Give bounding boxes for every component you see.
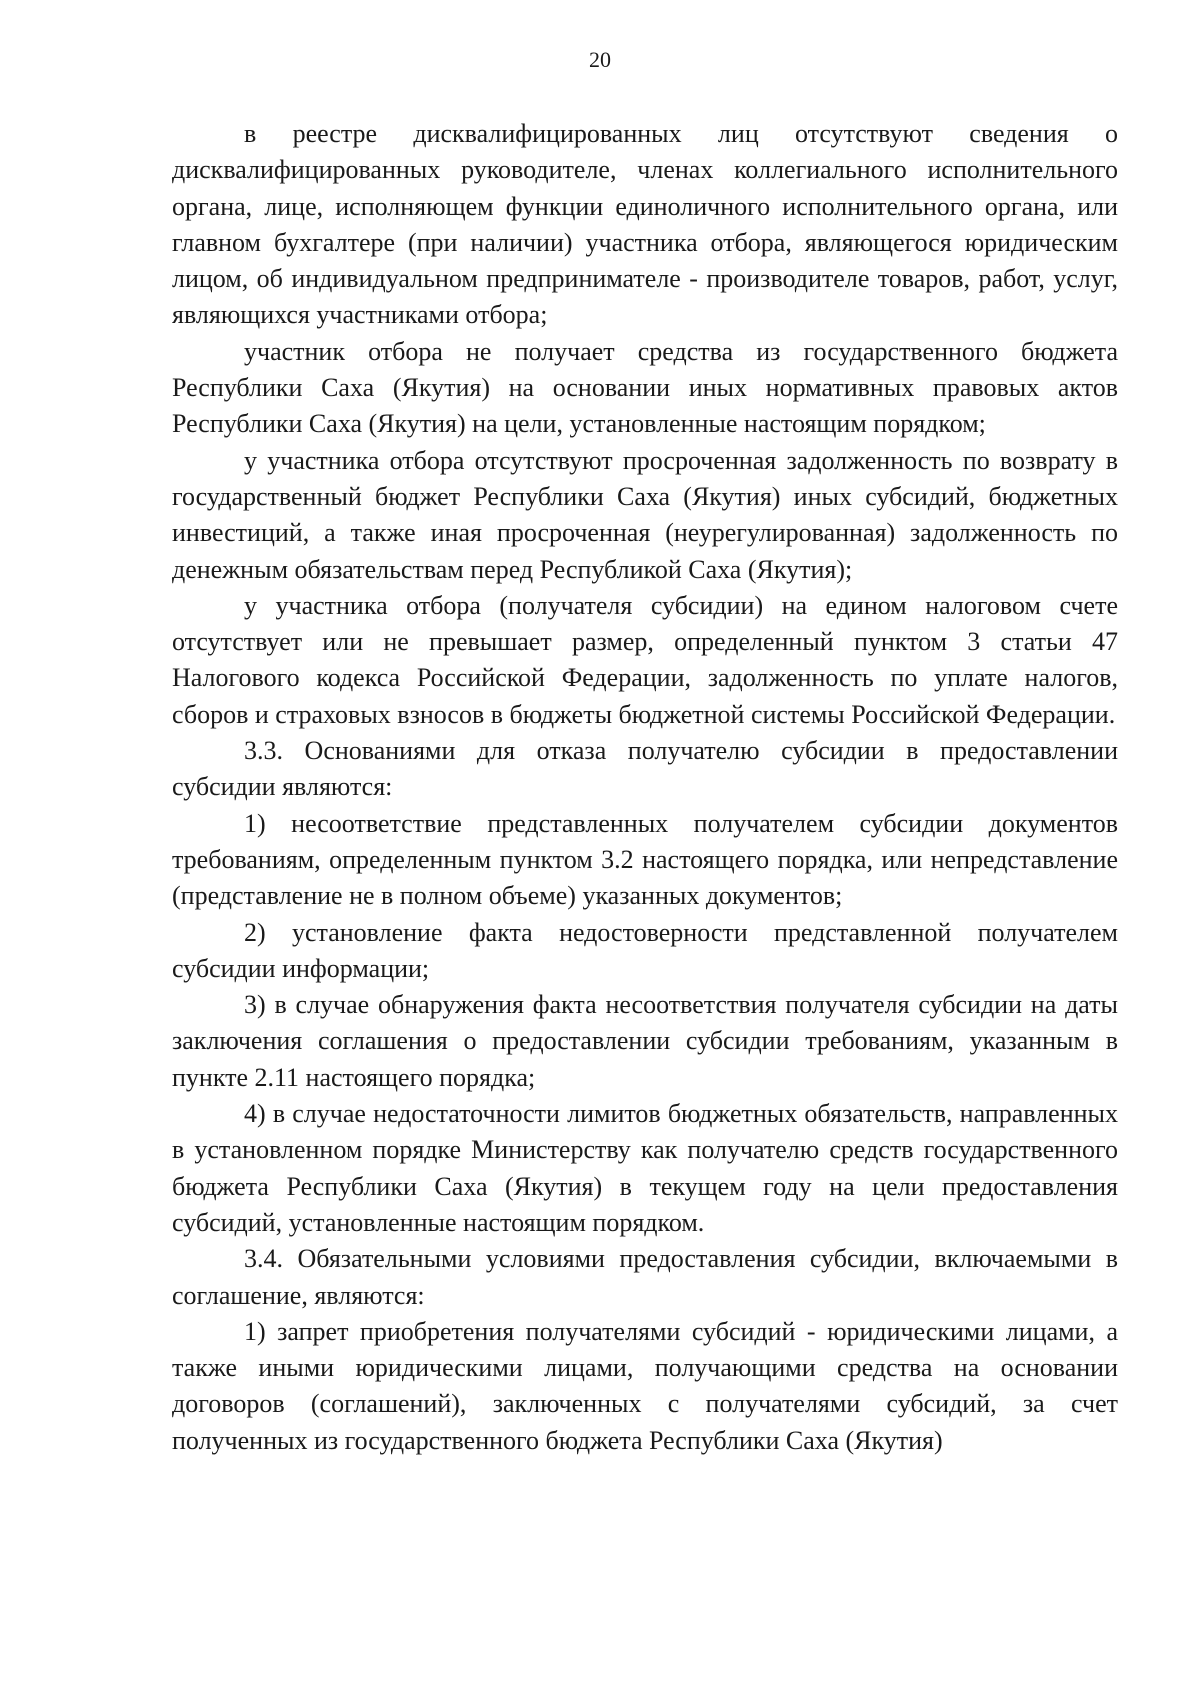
paragraph-section-3-4: 3.4. Обязательными условиями предоставления субсидии, включаемыми в соглашение, являются: <box>172 1244 1118 1310</box>
page-number: 20 <box>589 47 611 72</box>
paragraph-tax-account: у участника отбора (получателя субсидии) на едином налоговом счете отсутствует или не превышает размер, определенный пунктом 3 статьи 47 Налогового кодекса Российской Федерации, задолженность по уплате налогов, сборов и страховых взносов в бюджеты бюджетной системы Российской Федерации. <box>172 590 1118 729</box>
document-body <box>172 116 1118 1459</box>
paragraph-no-other-budget-funds: участник отбора не получает средства из государственного бюджета Республики Саха (Якутия) на основании иных нормативных правовых актов Республики Саха (Якутия) на цели, установленные настоящим порядком; <box>172 336 1118 439</box>
paragraph-refusal-2: 2) установление факта недостоверности представленной получателем субсидии информации; <box>172 917 1118 983</box>
paragraph-refusal-4: 4) в случае недостаточности лимитов бюджетных обязательств, направленных в установленном порядке Министерству как получателю средств государственного бюджета Республики Саха (Якутия) в текущем году на цели предоставления субсидий, установленные настоящим порядком. <box>172 1099 1118 1237</box>
paragraph-refusal-3: 3) в случае обнаружения факта несоответствия получателя субсидии на даты заключения соглашения о предоставлении субсидии требованиям, указанным в пункте 2.11 настоящего порядка; <box>172 990 1118 1092</box>
paragraph-section-3-3: 3.3. Основаниями для отказа получателю субсидии в предоставлении субсидии являются: <box>172 736 1118 802</box>
paragraph-no-overdue-debt: у участника отбора отсутствуют просроченная задолженность по возврату в государственный бюджет Республики Саха (Якутия) иных субсидий, бюджетных инвестиций, а также иная просроченная (неурегулированная) задолженность по денежным обязательствам перед Республикой Саха (Якутия); <box>172 445 1118 584</box>
paragraph-disqualified-registry: в реестре дисквалифицированных лиц отсутствуют сведения о дисквалифицированных руководителе, членах коллегиального исполнительного органа, лице, исполняющем функции единоличного исполнительного органа, или главном бухгалтере (при наличии) участника отбора, являющегося юридическим лицом, об индивидуальном предпринимателе - производителе товаров, работ, услуг, являющихся участниками отбора; <box>172 119 1118 330</box>
paragraph-condition-1: 1) запрет приобретения получателями субсидий - юридическими лицами, а также иными юридическими лицами, получающими средства на основании договоров (соглашений), заключенных с получателями субсидий, за счет полученных из государственного бюджета Республики Саха (Якутия) <box>172 1316 1118 1455</box>
paragraph-refusal-1: 1) несоответствие представленных получателем субсидии документов требованиям, определенным пунктом 3.2 настоящего порядка, или непредставление (представление не в полном объеме) указанных документов; <box>172 808 1118 911</box>
